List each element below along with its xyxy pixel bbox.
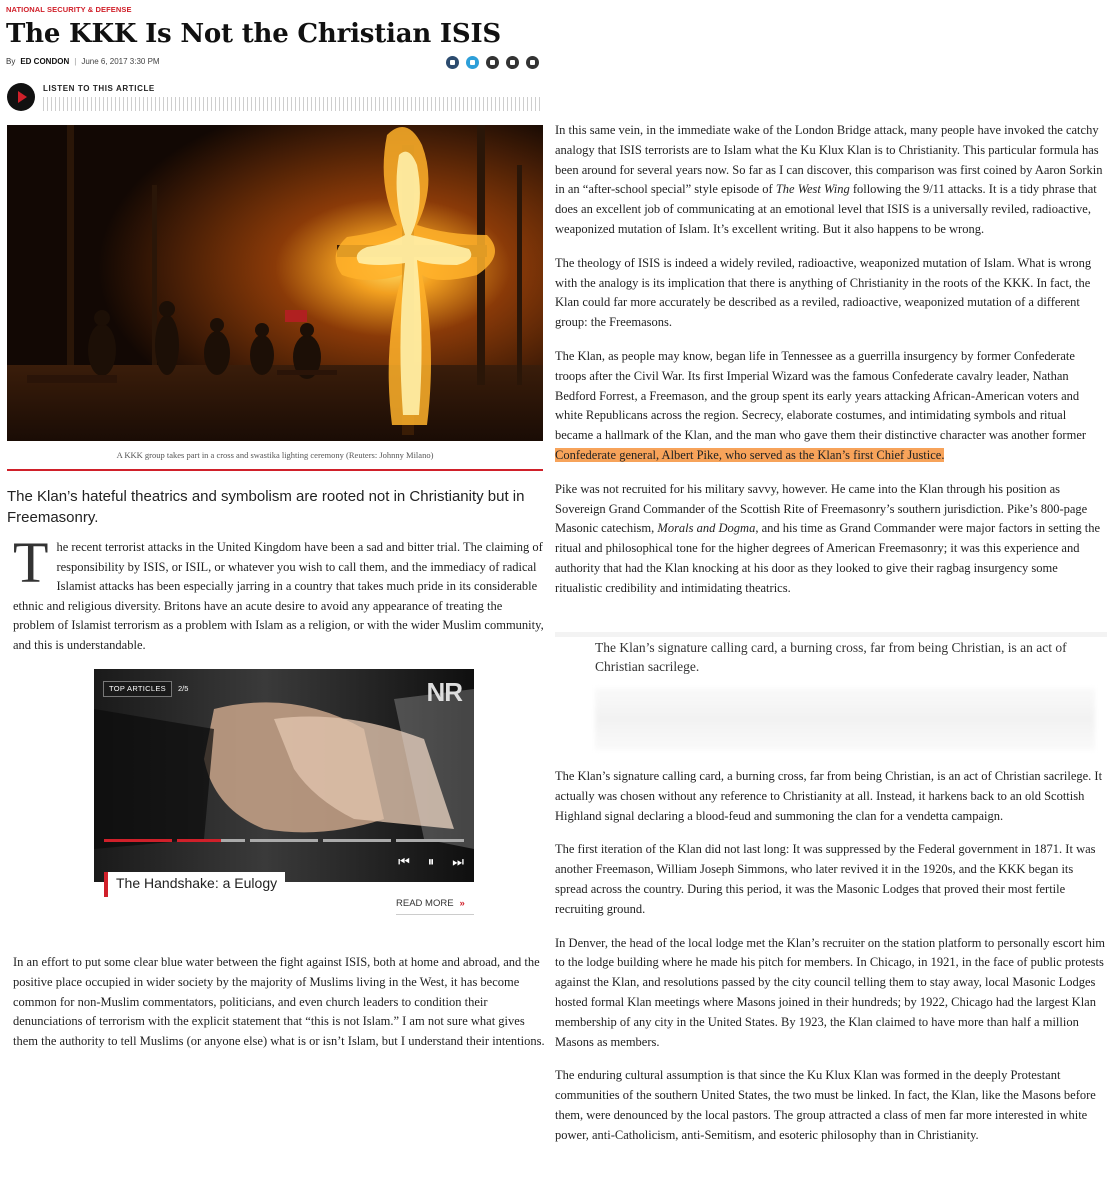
- body-paragraph: The first iteration of the Klan did not last long: It was suppressed by the Federal government in 1871. It was another Freemason, William Joseph Simmons, who later revived it in the 1920s, and the KKK began its spread across the country. During this period, it was the Masonic Lodges that proved their most fertile recruiting ground.: [555, 842, 1096, 916]
- right-column-bottom: [555, 767, 1107, 1160]
- pause-icon[interactable]: ⏸: [427, 855, 435, 870]
- comment-icon[interactable]: [526, 56, 539, 69]
- byline-prefix: By: [6, 57, 16, 66]
- article-dek: The Klan’s hateful theatrics and symbolism are rooted not in Christianity but in Freemasonry.: [7, 488, 525, 526]
- body-paragraph: [555, 347, 1107, 466]
- body-paragraph: In an effort to put some clear blue water between the fight against ISIS, both at home and abroad, and the positive place occupied in wider society by the majority of Muslims living in the West, it has become common for non-Muslim commentators, politicians, and even church leaders to condition their denunciations of terrorism with the explicit statement that “this is not Islam.” I am not sure what gives them the authority to tell Muslims (or anyone else) what is or isn’t Islam, but I understand their intentions.: [13, 955, 545, 1049]
- nr-logo: NR: [426, 677, 462, 707]
- top-articles-label: TOP ARTICLES: [103, 681, 172, 697]
- play-icon[interactable]: [7, 83, 35, 111]
- email-icon[interactable]: [486, 56, 499, 69]
- hero-image: [7, 125, 543, 441]
- blurred-pull-quote: [595, 688, 1095, 750]
- read-more-link[interactable]: [396, 898, 465, 909]
- body-paragraph: The theology of ISIS is indeed a widely reviled, radioactive, weaponized mutation of Islam. What is wrong with the analogy is its implication that there is anything of Christianity in the roots of the KKK. In fact, the Klan could far more accurately be described as a reviled, radioactive, weaponized mutation of a different group: the Freemasons.: [555, 255, 1092, 330]
- top-articles-count: 2/5: [177, 684, 189, 693]
- video-controls: [398, 855, 464, 870]
- video-progress[interactable]: [104, 839, 464, 842]
- paragraph-text: , and his time as Grand Commander were major factors in setting the ritual and philosophical tone for the higher degrees of American Freemasonry; it was this experience and authority that had the Klan knocking at his door as they looked to give their ragbag insurgency some ritualistic credibility and intimidating theatrics.: [555, 521, 1101, 595]
- read-more-label: READ MORE: [396, 898, 454, 909]
- section-label[interactable]: NATIONAL SECURITY & DEFENSE: [6, 5, 132, 14]
- divider: [7, 469, 543, 471]
- byline-separator: |: [74, 57, 77, 66]
- author-link[interactable]: ED CONDON: [20, 57, 70, 66]
- lead-text: he recent terrorist attacks in the United Kingdom have been a sad and bitter trial. The claiming of responsibility by ISIS, or ISIL, or whatever you wish to call them, and the immediacy of radical Islamist attacks has been especially jarring in a country that takes much pride in its considerable ethnic and religious diversity. Britons have an acute desire to avoid any appearance of treating the problem of Islamist terrorism as a problem with Islam as a religion, or with the wider Muslim community, and this is understandable.: [13, 540, 544, 652]
- top-articles-video[interactable]: [94, 669, 474, 882]
- read-more-underline: [396, 914, 474, 915]
- progress-segment[interactable]: [396, 839, 464, 842]
- page-title: The KKK Is Not the Christian ISIS: [6, 19, 501, 49]
- print-icon[interactable]: [506, 56, 519, 69]
- audio-waveform[interactable]: [43, 97, 543, 111]
- video-title[interactable]: The Handshake: a Eulogy: [104, 872, 285, 897]
- listen-label: LISTEN TO THIS ARTICLE: [43, 84, 155, 93]
- next-icon[interactable]: ⏭: [452, 855, 464, 870]
- byline: [6, 57, 160, 66]
- progress-segment[interactable]: [250, 839, 318, 842]
- body-paragraph: The enduring cultural assumption is that since the Ku Klux Klan was formed in the deeply Protestant communities of the southern United States, the two must be linked. In fact, the Klan, like the Masons before them, were denounced by the local pastors. The group attracted a class of men far more interested in white power, anti-Catholicism, anti-Semitism, and esoteric philosophy than in Christianity.: [555, 1068, 1096, 1142]
- image-caption: A KKK group takes part in a cross and swastika lighting ceremony (Reuters: Johnny Milano): [116, 450, 434, 460]
- drop-cap: T: [13, 530, 49, 595]
- body-paragraph: [555, 480, 1107, 599]
- paragraph-text: The Klan, as people may know, began life in Tennessee as a guerrilla insurgency by former Confederate troops after the Civil War. Its first Imperial Wizard was the famous Confederate cavalry leader, Nathan Bedford Forrest, a Freemason, and the group spent its early years attacking African-American voters and white Republicans across the region. Secrecy, elaborate costumes, and intimidating symbols and ritual became a hallmark of the Klan, and the man who gave them their distinctive character was another former: [555, 348, 1087, 443]
- progress-segment[interactable]: [177, 839, 245, 842]
- publish-date: June 6, 2017 3:30 PM: [81, 57, 160, 66]
- paragraph-text: Pike was not recruited for his military savvy, however. He came into the Klan through his position as Sovereign Grand Commander of the Scottish Rite of Freemasonry’s southern jurisdiction. Pike’s 800-page Masonic catechism,: [555, 481, 1088, 536]
- clipped-paragraph-wrap: [555, 480, 1107, 595]
- paragraph-text: In this same vein, in the immediate wake of the London Bridge attack, many people have invoked the catchy analogy that ISIS terrorists are to Islam what the Ku Klux Klan is to Christianity. This particular formula has been around for several years now. So far as I can discover, this comparison was first coined by Aaron Sorkin in an “after-school special” style episode of: [555, 123, 1103, 197]
- twitter-icon[interactable]: [466, 56, 479, 69]
- progress-segment[interactable]: [323, 839, 391, 842]
- lead-paragraph: [13, 530, 545, 655]
- top-articles-badge: [103, 681, 194, 697]
- pull-quote: The Klan’s signature calling card, a burning cross, far from being Christian, is an act of Christian sacrilege.: [595, 640, 1067, 674]
- previous-icon[interactable]: ⏮: [398, 855, 410, 870]
- paragraph-text: following the 9/11 attacks. It is a tidy phrase that does an excellent job of communicating at an emotional level that ISIS is a universally reviled, radioactive, weaponized mutation of Islam. It’s excellent writing. But it also happens to be wrong.: [555, 182, 1097, 236]
- chevron-right-icon: »: [459, 898, 465, 909]
- book-title: Morals and Dogma: [657, 521, 756, 536]
- body-paragraph: The Klan’s signature calling card, a burning cross, far from being Christian, is an act of Christian sacrilege. It actually was chosen without any reference to Christianity at all. Instead, it harkens back to an old Scottish Highland signal declaring a blood-feud and summoning the clan for a vendetta campaign.: [555, 769, 1103, 823]
- progress-segment[interactable]: [104, 839, 172, 842]
- body-paragraph: In Denver, the head of the local lodge met the Klan’s recruiter on the station platform to personally escort him to the lodge building where he made his pitch for members. In Chicago, in 1921, in the face of public protests against the Klan, and resolutions passed by the city council telling them to stay away, local Masonic Lodges hosted formal Klan meetings where Masons joined in their hundreds; by 1922, Chicago had the largest Klan membership of any city in the United States. By 1923, the Klan claimed to have more than half a million Masons as members.: [555, 935, 1106, 1049]
- body-paragraph: [555, 121, 1107, 240]
- screenshot-seam: [555, 632, 1107, 637]
- audio-player: [7, 83, 547, 115]
- right-column-top: [555, 121, 1107, 595]
- share-bar: [446, 56, 539, 69]
- show-title: The West Wing: [775, 182, 850, 197]
- highlighted-text: Confederate general, Albert Pike, who served as the Klan’s first Chief Justice.: [555, 447, 945, 462]
- facebook-icon[interactable]: [446, 56, 459, 69]
